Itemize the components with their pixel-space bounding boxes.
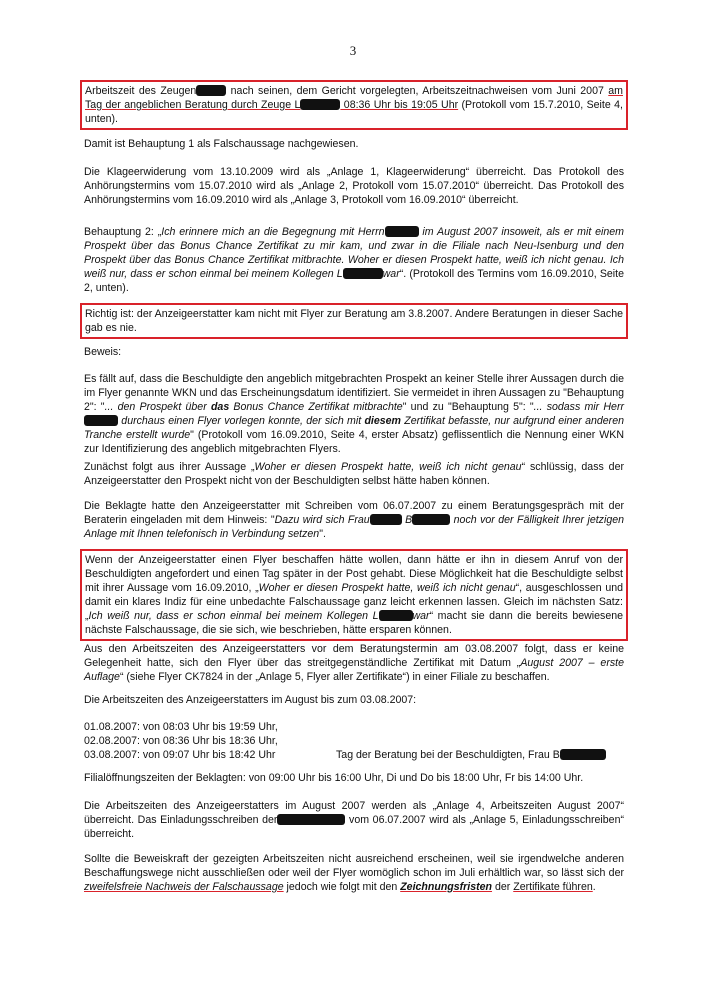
- paragraph-first: [84, 460, 624, 488]
- work-time-line: 01.08.2007: von 08:03 Uhr bis 19:59 Uhr,: [84, 721, 278, 733]
- text: Es fällt auf, dass die Beschuldigte den angeblich mitgebrachten Prospekt an keiner Stelle ihrer Aussagen durch die im Flyer genannte WKN und das Erscheinungsdatum identifiziert. Sie vermeidet in ihren Aussagen zu "Behauptung 2": ": [84, 373, 624, 413]
- text: Tag der Beratung bei der Beschuldigten, Frau B: [336, 749, 560, 761]
- quote: Ich weiß nur, dass er schon einmal bei meinem Kollegen L: [88, 610, 379, 622]
- consultation-note: [336, 748, 606, 762]
- paragraph-exhibits: Die Klageerwiderung vom 13.10.2009 wird als „Anlage 1, Klageerwiderung“ überreicht. Das Protokoll des Anhörungstermins vom 15.07.2010 wird als „Anlage 2, Protokoll vom 15.07.2010“ überreicht. Das Protokoll des Anhörungstermins vom 16.09.2010 wird als „Anlage 3, Protokoll vom 16.09.2010“ überreicht.: [84, 166, 624, 206]
- redaction-bar: [379, 610, 413, 621]
- quote: Ich erinnere mich an die Begegnung mit Herrn: [161, 226, 385, 238]
- quote-bold: diesem: [364, 415, 401, 427]
- redaction-bar: [412, 514, 450, 525]
- quote: Woher er diesen Prospekt hatte, weiß ich nicht genau: [254, 461, 522, 473]
- quote: durchaus einen Flyer vorlegen konnte, der sich mit: [118, 415, 365, 427]
- paragraph-proof: [84, 852, 624, 894]
- work-times-list: [84, 720, 624, 762]
- highlight-box-flyer: [80, 549, 628, 641]
- redaction-bar: [84, 415, 118, 426]
- text: .: [592, 881, 596, 893]
- text: der: [492, 881, 514, 893]
- text: nach seinen, dem Gericht vorgelegten, Arbeitszeitnachweisen vom Juni 2007: [226, 85, 604, 97]
- text: vom 06.07.2007 wird als „Anlage 5, Einladungsschreiben“ überreicht.: [84, 814, 624, 840]
- quote: Woher er diesen Prospekt hatte, weiß ich nicht genau: [258, 582, 516, 594]
- paragraph-work-times-heading: Die Arbeitszeiten des Anzeigeerstatters im August bis zum 03.08.2007:: [84, 694, 417, 706]
- paragraph-opening-hours: Filialöffnungszeiten der Beklagten: von 09:00 Uhr bis 16:00 Uhr, Di und Do bis 18:00 Uhr, Fr bis 14:00 Uhr.: [84, 772, 584, 784]
- text: (Protokoll vom 15.7.2010,: [458, 99, 584, 111]
- quote: ... den Prospekt über: [104, 401, 211, 413]
- paragraph-exhibits-2: [84, 799, 624, 841]
- text: Sollte die Beweiskraft der gezeigten Arbeitszeiten nicht ausreichend erscheinen, weil sie irgendwelche anderen Beschaffungswege nicht ausschließen oder weil der Flyer womöglich schon im Juli erhältlich war, so lässt sich der: [84, 853, 624, 879]
- redaction-bar: [385, 226, 419, 237]
- text: “ schlüssig, dass der Anzeigeerstatter den Prospekt nicht von der Beschuldigten selbst hätte haben können.: [84, 461, 624, 487]
- paragraph-claim-2: [84, 225, 624, 295]
- quote: war: [412, 610, 430, 622]
- text: Seite 4, unten).: [85, 99, 623, 125]
- highlight-box-correct: Richtig ist: der Anzeigeerstatter kam nicht mit Flyer zur Beratung am 3.8.2007. Andere Beratungen in dieser Sache gab es nie.: [80, 303, 628, 339]
- quote: Dazu wird sich Frau: [274, 514, 370, 526]
- quote: B: [401, 514, 413, 526]
- quote: Zertifikat befasste, nur aufgrund einer anderen Tranche erstellt wurde: [84, 415, 624, 441]
- work-time-line: 02.08.2007: von 08:36 Uhr bis 18:36 Uhr,: [84, 735, 278, 747]
- quote: ... sodass mir Herr: [533, 401, 624, 413]
- text: Arbeitszeit des Zeugen: [85, 85, 197, 97]
- page-number: 3: [349, 43, 357, 58]
- highlight-box-working-time: [80, 80, 628, 130]
- text: “ macht sie dann die bereits bewiesene nächste Falschaussage, die sie sich, wie beschrieben, hätte ersparen können.: [85, 610, 623, 636]
- text: Die Beklagte hatte den Anzeigeerstatter mit Schreiben vom 06.07.2007 zu einem Beratungsgespräch mit der Beraterin eingeladen mit dem Hinweis: ": [84, 500, 624, 526]
- redaction-bar: [370, 514, 402, 525]
- text: Zunächst folgt aus ihrer Aussage „: [84, 461, 255, 473]
- quote: noch vor der Fälligkeit Ihrer jetzigen Anlage mit Ihnen telefonisch in Verbindung setzen: [84, 514, 624, 540]
- underlined-text: Zeichnungsfristen: [400, 881, 493, 893]
- text: Aus den Arbeitszeiten des Anzeigeerstatters vor dem Beratungstermin am 03.08.2007 folgt, dass er keine Gelegenheit hatte, sich den Flyer über das streitgegenständliche Zertifikat mit Datum „: [84, 643, 624, 669]
- underlined-text: zweifelsfreie Nachweis der Falschaussage: [84, 881, 284, 893]
- redaction-bar: [343, 268, 383, 279]
- paragraph-wkn: [84, 372, 624, 456]
- underlined-text: am Tag der angeblichen Beratung durch Zeuge L: [85, 85, 623, 111]
- text: “. (Protokoll des Termins vom 16.09.2010, Seite 2, unten).: [84, 268, 624, 294]
- text: ".: [319, 528, 326, 540]
- text: Behauptung 2: „: [84, 226, 162, 238]
- text: 03.08.2007: von 09:07 Uhr bis 18:42 Uhr: [84, 749, 276, 761]
- redaction-bar: [300, 99, 340, 110]
- paragraph-conclusion: Damit ist Behauptung 1 als Falschaussage nachgewiesen.: [84, 138, 359, 150]
- quote: Bonus Chance Zertifikat mitbrachte: [229, 401, 403, 413]
- quote: August 2007 – erste Auflage: [84, 657, 624, 683]
- text: “, ausgeschlossen und damit ein klares Indiz für eine unbedachte Falschaussage ganz leicht erkennen lassen. Gleich im nächsten Satz: „: [85, 582, 623, 622]
- work-time-line: [84, 748, 624, 762]
- text: “ (siehe Flyer CK7824 in der „Anlage 5, Flyer aller Zertifikate“) in einer Filiale zu beschaffen.: [119, 671, 550, 683]
- underlined-text: 08:36 Uhr bis 19:05 Uhr: [340, 99, 459, 111]
- paragraph-work-times-before: [84, 642, 624, 684]
- quote: war: [382, 268, 400, 280]
- text: Die Arbeitszeiten des Anzeigeerstatters im August 2007 werden als „Anlage 4, Arbeitszeiten August 2007“ überreicht. Das Einladungsschreiben der: [84, 800, 624, 826]
- quote: im August 2007 insoweit, als er mit einem Prospekt über das Bonus Chance Zertifikat zu mir kam, und zwar in die Filiale nach Neu-Isenburg und den Prospekt über das Bonus Chance Zertifikat mitbrachte. Woher er diesen Prospekt hatte, weiß ich nicht genau. Ich weiß nur, dass er schon einmal bei meinem Kollegen L: [84, 226, 624, 280]
- text: " (Protokoll vom 16.09.2010, Seite 4, erster Absatz) geflissentlich die Nennung einer WKN zur Identifizierung des angeblich mitgebrachten Flyers.: [84, 429, 624, 455]
- text: jedoch wie folgt mit den: [283, 881, 401, 893]
- quote-bold: das: [210, 401, 230, 413]
- text: Wenn der Anzeigeerstatter einen Flyer beschaffen hätte wollen, dann hätte er ihn in diesem Anruf von der Beschuldigten angefordert und einen Tag später in der Post gehabt. Diese Möglichkeit hat die Beschuldigte selbst mit ihrer Aussage vom 16.09.2010, „: [85, 554, 623, 594]
- redaction-bar: [196, 85, 226, 96]
- text: " und zu "Behauptung 5": ": [402, 401, 534, 413]
- redaction-bar: [560, 749, 606, 760]
- redaction-bar: [277, 814, 345, 825]
- paragraph-invitation: [84, 499, 624, 541]
- underlined-text: Zertifikate führen: [513, 881, 593, 893]
- heading-evidence: Beweis:: [84, 346, 122, 358]
